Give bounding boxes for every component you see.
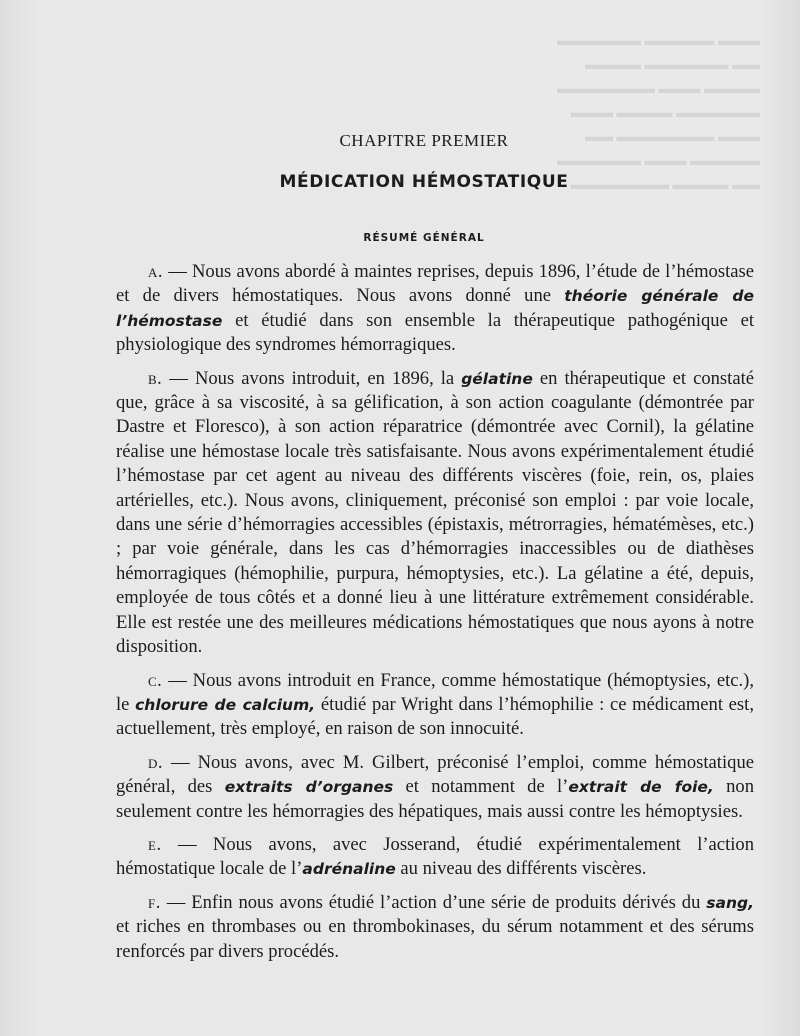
paragraph-c — [116, 669, 754, 742]
summary-heading: RÉSUMÉ GÉNÉRAL — [363, 232, 485, 244]
emphasis: gélatine — [461, 369, 533, 388]
paragraph-text: — Nous avons introduit en France, comme hémostatique (hémoptysies, etc.), le — [116, 669, 754, 715]
paragraph-text: et étudié dans son ensemble la thérapeutique pathogénique et physiologique des syndromes hémorragiques. — [116, 309, 754, 356]
emphasis: extrait de foie, — [568, 778, 714, 797]
paragraph-text: — Enfin nous avons étudié l’action d’une série de produits dérivés du — [160, 891, 707, 913]
emphasis: adrénaline — [302, 860, 396, 879]
paragraph-e — [116, 833, 754, 882]
paragraph-b — [116, 367, 754, 660]
paragraph-text: et riches en thrombases ou en thrombokinases, du sérum notamment et des sérums renforcés par divers procédés. — [116, 916, 754, 962]
paragraph-letter: e. — [148, 833, 162, 855]
emphasis: théorie générale de l’hémostase — [116, 287, 755, 330]
paragraph-letter: b. — [148, 367, 163, 389]
paragraph-text: et notamment de l’ — [393, 776, 569, 798]
paragraph-text: non seulement contre les hémorragies des hépatiques, mais aussi contre les hémoptysies. — [116, 776, 754, 822]
paragraph-text: — Nous avons, avec Josserand, étudié expérimentalement l’action hémostatique locale de l’ — [116, 833, 754, 880]
page-title: MÉDICATION HÉMOSTATIQUE — [279, 172, 569, 192]
paragraph-letter: d. — [148, 751, 164, 773]
paragraph-d — [116, 751, 754, 824]
paragraph-letter: c. — [148, 669, 163, 691]
paragraph-text: en thérapeutique et constaté que, grâce à sa viscosité, à sa gélification, à son action coagulante (démontrée par Dastre et Floresco), à son action réparatrice (démontrée avec Cornil), la gélatine réalise une hémostase locale très satisfaisante. Nous avons expérimentalement étudié l’hémostase par cet agent au niveau des différents viscères (foie, rein, os, plaies artérielles, etc.). Nous avons, cliniquement, préconisé son emploi : par voie locale, dans une série d’hémorragies accessibles (épistaxis, métrorragies, hématémèses, etc.) ; par voie générale, dans les cas d’hémorragies inaccessibles ou de diathèses hémorragiques (hémophilie, purpura, hémoptysies, etc.). La gélatine a été, depuis, employée de tous côtés et a donné lieu à une littérature extrêmement considérable. Elle est restée une des meilleures médications hémostatiques que nous ayons à notre disposition. — [116, 367, 755, 658]
body-text — [116, 260, 754, 973]
show-through-texture: ▬▬▬ ▬▬▬▬▬ ▬▬▬▬▬▬ ▬▬ ▬▬▬▬▬▬ ▬▬▬▬ ▬▬▬▬ ▬▬▬ ▬▬▬▬▬▬▬ ▬▬▬▬▬▬ ▬▬▬▬ ▬▬▬ ▬▬▬ ▬▬▬▬▬▬▬ ▬▬ ▬▬▬▬▬ ▬▬▬ ▬▬▬▬▬▬ ▬▬ ▬▬▬▬ ▬▬▬▬▬▬▬ — [557, 34, 760, 193]
paragraph-text: — Nous avons, avec M. Gilbert, préconisé l’emploi, comme hémostatique général, des — [116, 751, 754, 798]
paragraph-a — [116, 260, 754, 358]
paragraph-letter: f. — [148, 891, 161, 913]
paragraph-letter: a. — [148, 261, 164, 282]
paragraph-text: au niveau des différents viscères. — [395, 858, 647, 880]
paragraph-text: — Nous avons introduit, en 1896, la — [162, 367, 462, 389]
paragraph-text: — Nous avons abordé à maintes reprises, depuis 1896, l’étude de l’hémostase et de divers hémostatiques. Nous avons donné une — [116, 261, 754, 307]
chapter-heading: CHAPITRE PREMIER — [339, 131, 509, 150]
emphasis: chlorure de calcium, — [135, 695, 316, 714]
paragraph-text: étudié par Wright dans l’hémophilie : ce médicament est, actuellement, très employé, en raison de son innocuité. — [116, 693, 754, 740]
paragraph-f — [116, 891, 754, 964]
emphasis: extraits d’organes — [224, 778, 394, 797]
emphasis: sang, — [706, 893, 754, 912]
